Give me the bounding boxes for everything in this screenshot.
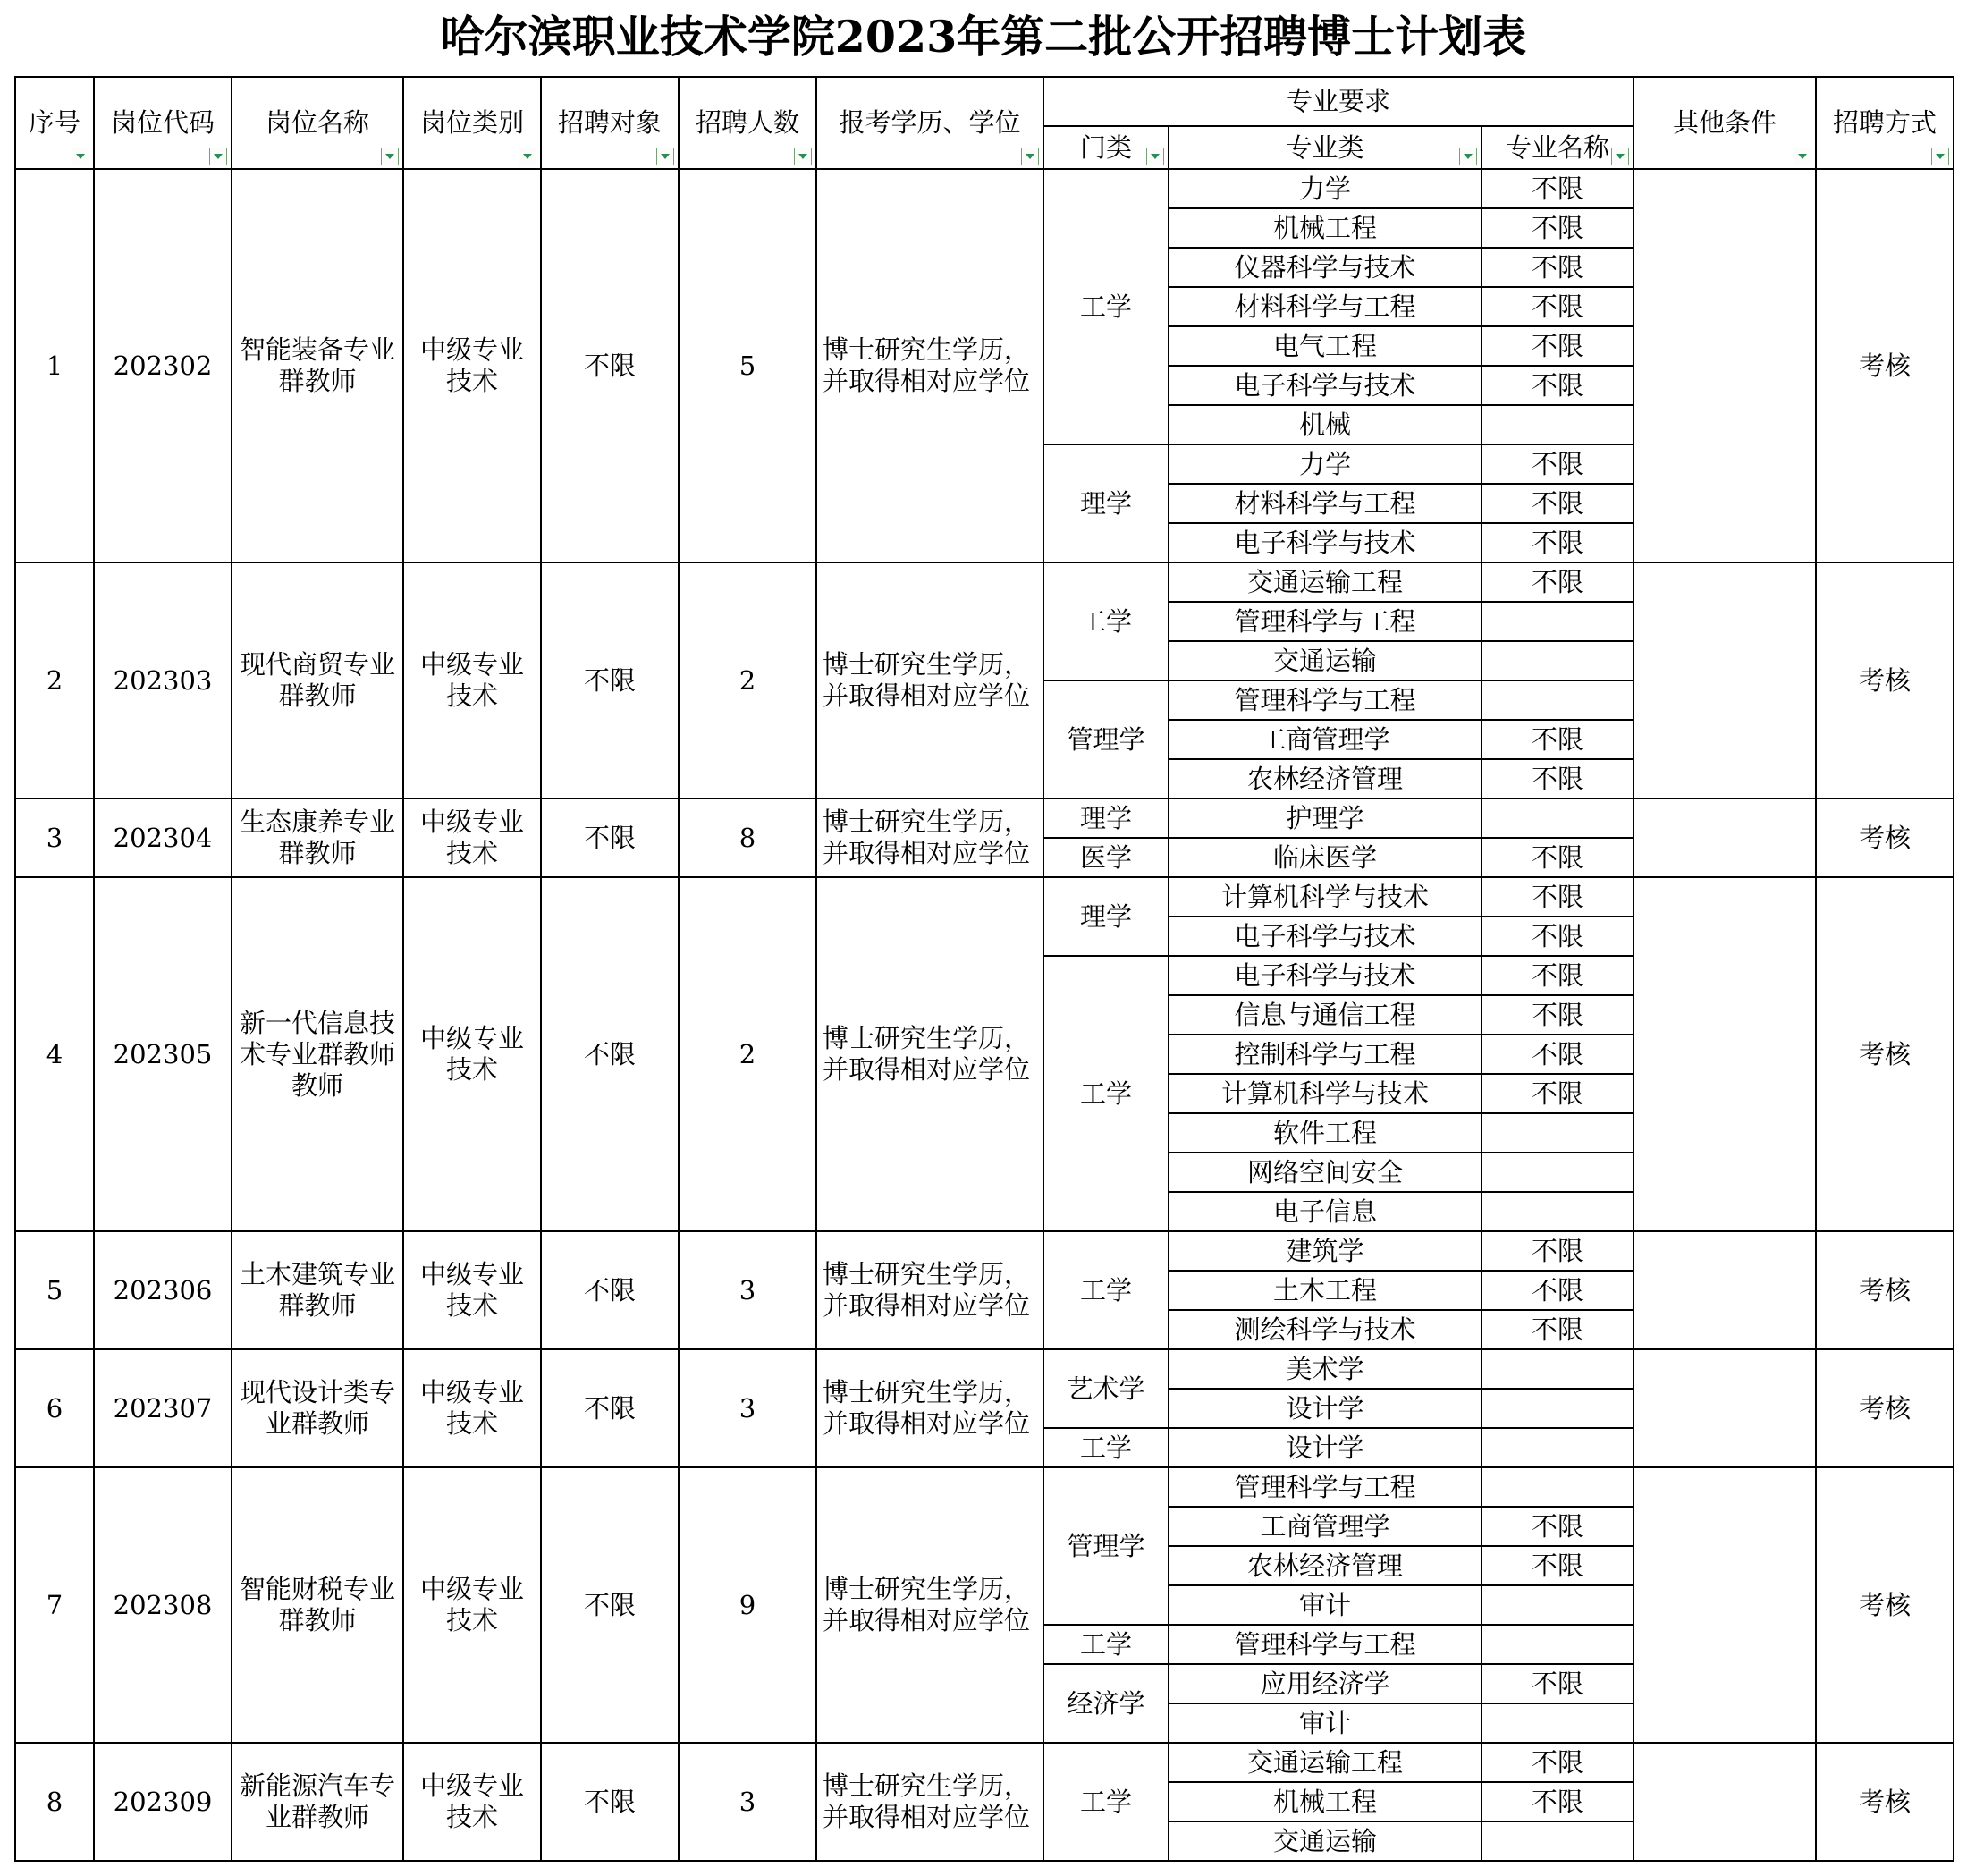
header-major-class: 专业类 — [1169, 126, 1482, 169]
cell-major-name: 不限 — [1482, 326, 1634, 366]
cell-other — [1634, 169, 1816, 562]
cell-major-name — [1482, 1349, 1634, 1389]
cell-education — [816, 877, 1043, 1231]
cell-count: 3 — [679, 1743, 816, 1861]
cell-major-class: 仪器科学与技术 — [1169, 248, 1482, 287]
cell-major-class: 审计 — [1169, 1585, 1482, 1625]
cell-major-name: 不限 — [1482, 995, 1634, 1035]
cell-major-name: 不限 — [1482, 1782, 1634, 1821]
filter-dropdown-icon[interactable] — [381, 148, 399, 165]
cell-line: 并取得相对应学位 — [823, 1408, 1031, 1439]
cell-major-name: 不限 — [1482, 1546, 1634, 1585]
cell-major-class: 机械工程 — [1169, 208, 1482, 248]
cell-major-class: 电子科学与技术 — [1169, 523, 1482, 562]
cell-major-class: 设计学 — [1169, 1389, 1482, 1428]
cell-major-class: 计算机科学与技术 — [1169, 877, 1482, 917]
cell-category: 医学 — [1043, 838, 1169, 877]
cell-major-name — [1482, 680, 1634, 720]
cell-position-name — [232, 169, 403, 562]
cell-line: 技术 — [445, 680, 498, 711]
cell-major-class: 交通运输工程 — [1169, 1743, 1482, 1782]
cell-line: 群教师 — [278, 838, 357, 868]
cell-education — [816, 169, 1043, 562]
cell-major-name: 不限 — [1482, 523, 1634, 562]
cell-major-class: 计算机科学与技术 — [1169, 1074, 1482, 1113]
cell-line: 博士研究生学历， — [823, 1574, 1031, 1604]
header-major-name: 专业名称 — [1482, 126, 1634, 169]
cell-position-type — [403, 169, 541, 562]
cell-major-name — [1482, 1585, 1634, 1625]
cell-line: 技术 — [445, 1802, 498, 1832]
cell-other — [1634, 1231, 1816, 1349]
cell-code: 202307 — [94, 1349, 232, 1467]
cell-major-name — [1482, 1821, 1634, 1861]
cell-major-name — [1482, 1389, 1634, 1428]
cell-major-name: 不限 — [1482, 1231, 1634, 1271]
cell-major-class: 力学 — [1169, 169, 1482, 208]
cell-education — [816, 1231, 1043, 1349]
header-type: 岗位类别 — [403, 77, 541, 169]
cell-seq: 4 — [15, 877, 94, 1231]
cell-major-name — [1482, 1428, 1634, 1467]
cell-major-class: 电气工程 — [1169, 326, 1482, 366]
cell-line: 中级专业 — [419, 1377, 524, 1407]
cell-seq: 6 — [15, 1349, 94, 1467]
cell-major-name: 不限 — [1482, 169, 1634, 208]
cell-target: 不限 — [541, 1743, 679, 1861]
cell-line: 现代商贸专业 — [239, 649, 395, 680]
cell-code: 202304 — [94, 799, 232, 877]
cell-other — [1634, 799, 1816, 877]
cell-line: 博士研究生学历， — [823, 1377, 1031, 1407]
cell-category: 工学 — [1043, 562, 1169, 680]
cell-major-class: 工商管理学 — [1169, 720, 1482, 759]
cell-line: 教师 — [291, 1069, 343, 1101]
cell-major-class: 护理学 — [1169, 799, 1482, 838]
cell-target: 不限 — [541, 799, 679, 877]
cell-method: 考核 — [1816, 169, 1954, 562]
cell-seq: 5 — [15, 1231, 94, 1349]
cell-seq: 1 — [15, 169, 94, 562]
cell-line: 群教师 — [278, 1605, 357, 1635]
cell-seq: 3 — [15, 799, 94, 877]
cell-line: 中级专业 — [419, 1770, 524, 1801]
cell-major-class: 设计学 — [1169, 1428, 1482, 1467]
cell-major-class: 电子科学与技术 — [1169, 366, 1482, 405]
cell-major-class: 网络空间安全 — [1169, 1153, 1482, 1192]
cell-other — [1634, 562, 1816, 799]
cell-major-class: 材料科学与工程 — [1169, 287, 1482, 326]
cell-line: 博士研究生学历， — [823, 1259, 1031, 1289]
cell-category: 艺术学 — [1043, 1349, 1169, 1428]
cell-line: 现代设计类专 — [239, 1377, 395, 1407]
cell-position-type — [403, 1743, 541, 1861]
cell-line: 中级专业 — [419, 334, 524, 365]
cell-major-class: 农林经济管理 — [1169, 1546, 1482, 1585]
filter-dropdown-icon[interactable] — [1459, 148, 1477, 165]
cell-category: 工学 — [1043, 1428, 1169, 1467]
cell-line: 中级专业 — [419, 1259, 524, 1289]
cell-code: 202309 — [94, 1743, 232, 1861]
cell-major-class: 电子信息 — [1169, 1192, 1482, 1231]
cell-major-class: 美术学 — [1169, 1349, 1482, 1389]
cell-line: 并取得相对应学位 — [823, 1290, 1031, 1321]
cell-position-type — [403, 1231, 541, 1349]
cell-major-class: 交通运输 — [1169, 1821, 1482, 1861]
cell-line: 群教师 — [278, 366, 357, 396]
header-major-requirements: 专业要求 — [1043, 77, 1634, 126]
cell-major-class: 力学 — [1169, 444, 1482, 484]
cell-line: 并取得相对应学位 — [823, 1802, 1031, 1832]
cell-line: 业群教师 — [265, 1802, 369, 1832]
cell-target: 不限 — [541, 169, 679, 562]
table-row — [15, 1743, 1954, 1782]
cell-major-class: 管理科学与工程 — [1169, 602, 1482, 641]
cell-line: 并取得相对应学位 — [823, 1605, 1031, 1635]
cell-line: 群教师 — [278, 1290, 357, 1321]
cell-major-class: 软件工程 — [1169, 1113, 1482, 1153]
filter-dropdown-icon[interactable] — [1146, 148, 1164, 165]
cell-major-name: 不限 — [1482, 248, 1634, 287]
filter-dropdown-icon[interactable] — [656, 148, 674, 165]
cell-position-name — [232, 1467, 403, 1743]
cell-line: 中级专业 — [419, 649, 524, 680]
cell-count: 3 — [679, 1349, 816, 1467]
cell-position-name — [232, 562, 403, 799]
cell-major-name: 不限 — [1482, 208, 1634, 248]
cell-line: 群教师 — [278, 680, 357, 711]
cell-major-name: 不限 — [1482, 956, 1634, 995]
cell-method: 考核 — [1816, 1467, 1954, 1743]
cell-method: 考核 — [1816, 1349, 1954, 1467]
cell-education — [816, 1743, 1043, 1861]
cell-major-name — [1482, 1153, 1634, 1192]
cell-major-class: 电子科学与技术 — [1169, 917, 1482, 956]
cell-major-name — [1482, 1113, 1634, 1153]
cell-position-name — [232, 877, 403, 1231]
cell-major-name: 不限 — [1482, 287, 1634, 326]
cell-count: 3 — [679, 1231, 816, 1349]
cell-line: 新能源汽车专 — [239, 1770, 395, 1801]
cell-line: 智能装备专业 — [239, 334, 395, 365]
cell-major-class: 工商管理学 — [1169, 1507, 1482, 1546]
cell-major-name — [1482, 1192, 1634, 1231]
cell-major-class: 应用经济学 — [1169, 1664, 1482, 1703]
cell-education — [816, 562, 1043, 799]
filter-dropdown-icon[interactable] — [1021, 148, 1039, 165]
cell-major-class: 交通运输 — [1169, 641, 1482, 680]
filter-dropdown-icon[interactable] — [519, 148, 536, 165]
cell-target: 不限 — [541, 1467, 679, 1743]
cell-line: 业群教师 — [265, 1408, 369, 1439]
cell-line: 博士研究生学历， — [823, 1770, 1031, 1801]
cell-line: 生态康养专业 — [239, 807, 395, 837]
page-title: 哈尔滨职业技术学院2023年第二批公开招聘博士计划表 — [440, 11, 1527, 63]
cell-code: 202305 — [94, 877, 232, 1231]
cell-major-class: 电子科学与技术 — [1169, 956, 1482, 995]
cell-method: 考核 — [1816, 562, 1954, 799]
cell-other — [1634, 1743, 1816, 1861]
cell-other — [1634, 1349, 1816, 1467]
cell-line: 技术 — [445, 838, 498, 868]
cell-major-name: 不限 — [1482, 1507, 1634, 1546]
filter-dropdown-icon[interactable] — [1611, 148, 1629, 165]
cell-major-name: 不限 — [1482, 877, 1634, 917]
cell-target: 不限 — [541, 877, 679, 1231]
cell-line: 并取得相对应学位 — [823, 838, 1031, 868]
cell-category: 理学 — [1043, 799, 1169, 838]
cell-position-name — [232, 1231, 403, 1349]
cell-category: 工学 — [1043, 1743, 1169, 1861]
cell-line: 新一代信息技 — [239, 1007, 395, 1038]
filter-dropdown-icon[interactable] — [1794, 148, 1811, 165]
header-count: 招聘人数 — [679, 77, 816, 169]
cell-position-name — [232, 799, 403, 877]
cell-education — [816, 1467, 1043, 1743]
table-row — [15, 169, 1954, 208]
cell-method: 考核 — [1816, 799, 1954, 877]
cell-major-name: 不限 — [1482, 484, 1634, 523]
cell-major-name — [1482, 405, 1634, 444]
cell-major-name: 不限 — [1482, 1310, 1634, 1349]
cell-line: 技术 — [445, 1054, 498, 1085]
header-seq: 序号 — [15, 77, 94, 169]
filter-dropdown-icon[interactable] — [794, 148, 812, 165]
cell-position-name — [232, 1349, 403, 1467]
cell-seq: 8 — [15, 1743, 94, 1861]
header-education: 报考学历、学位 — [816, 77, 1043, 169]
cell-major-name: 不限 — [1482, 1035, 1634, 1074]
recruitment-table — [14, 76, 1954, 1862]
cell-major-class: 管理科学与工程 — [1169, 1625, 1482, 1664]
cell-major-class: 控制科学与工程 — [1169, 1035, 1482, 1074]
table-row — [15, 1231, 1954, 1271]
header-other: 其他条件 — [1634, 77, 1816, 169]
cell-line: 中级专业 — [419, 1023, 524, 1053]
cell-method: 考核 — [1816, 1231, 1954, 1349]
table-row — [15, 799, 1954, 838]
cell-other — [1634, 1467, 1816, 1743]
cell-method: 考核 — [1816, 877, 1954, 1231]
cell-major-name: 不限 — [1482, 1074, 1634, 1113]
cell-position-name — [232, 1743, 403, 1861]
cell-major-name: 不限 — [1482, 1664, 1634, 1703]
cell-line: 智能财税专业 — [239, 1574, 395, 1604]
cell-code: 202308 — [94, 1467, 232, 1743]
cell-major-class: 农林经济管理 — [1169, 759, 1482, 799]
cell-category: 管理学 — [1043, 680, 1169, 799]
cell-line: 技术 — [445, 1408, 498, 1439]
cell-major-class: 建筑学 — [1169, 1231, 1482, 1271]
cell-line: 中级专业 — [419, 1574, 524, 1604]
cell-line: 并取得相对应学位 — [823, 366, 1031, 396]
cell-category: 工学 — [1043, 956, 1169, 1231]
table-row — [15, 877, 1954, 917]
cell-major-name: 不限 — [1482, 759, 1634, 799]
cell-category: 理学 — [1043, 877, 1169, 956]
cell-major-class: 信息与通信工程 — [1169, 995, 1482, 1035]
cell-line: 技术 — [445, 1605, 498, 1635]
cell-count: 5 — [679, 169, 816, 562]
cell-major-name: 不限 — [1482, 1743, 1634, 1782]
cell-major-name — [1482, 641, 1634, 680]
cell-category: 经济学 — [1043, 1664, 1169, 1743]
header-target: 招聘对象 — [541, 77, 679, 169]
cell-count: 2 — [679, 562, 816, 799]
cell-major-name — [1482, 1625, 1634, 1664]
header-method: 招聘方式 — [1816, 77, 1954, 169]
cell-target: 不限 — [541, 1349, 679, 1467]
cell-method: 考核 — [1816, 1743, 1954, 1861]
cell-major-class: 审计 — [1169, 1703, 1482, 1743]
cell-line: 博士研究生学历， — [823, 334, 1031, 365]
header-name: 岗位名称 — [232, 77, 403, 169]
cell-major-class: 管理科学与工程 — [1169, 1467, 1482, 1507]
cell-major-name — [1482, 602, 1634, 641]
cell-major-name: 不限 — [1482, 917, 1634, 956]
cell-line: 博士研究生学历， — [823, 649, 1031, 680]
cell-line: 并取得相对应学位 — [823, 1054, 1031, 1085]
cell-line: 博士研究生学历， — [823, 1023, 1031, 1053]
cell-count: 9 — [679, 1467, 816, 1743]
cell-major-name: 不限 — [1482, 562, 1634, 602]
filter-dropdown-icon[interactable] — [72, 148, 89, 165]
cell-education — [816, 799, 1043, 877]
cell-position-type — [403, 562, 541, 799]
cell-code: 202306 — [94, 1231, 232, 1349]
cell-count: 2 — [679, 877, 816, 1231]
cell-major-name — [1482, 799, 1634, 838]
filter-dropdown-icon[interactable] — [209, 148, 227, 165]
cell-seq: 7 — [15, 1467, 94, 1743]
cell-major-class: 交通运输工程 — [1169, 562, 1482, 602]
cell-major-class: 机械工程 — [1169, 1782, 1482, 1821]
filter-dropdown-icon[interactable] — [1931, 148, 1949, 165]
header-category: 门类 — [1043, 126, 1169, 169]
cell-major-name — [1482, 1703, 1634, 1743]
cell-seq: 2 — [15, 562, 94, 799]
cell-major-name — [1482, 1467, 1634, 1507]
table-row — [15, 562, 1954, 602]
cell-education — [816, 1349, 1043, 1467]
cell-major-class: 测绘科学与技术 — [1169, 1310, 1482, 1349]
header-code: 岗位代码 — [94, 77, 232, 169]
cell-line: 技术 — [445, 366, 498, 396]
cell-position-type — [403, 877, 541, 1231]
cell-major-class: 土木工程 — [1169, 1271, 1482, 1310]
cell-code: 202303 — [94, 562, 232, 799]
cell-major-name: 不限 — [1482, 720, 1634, 759]
cell-other — [1634, 877, 1816, 1231]
cell-line: 技术 — [445, 1290, 498, 1321]
cell-category: 工学 — [1043, 1625, 1169, 1664]
cell-major-name: 不限 — [1482, 838, 1634, 877]
cell-category: 理学 — [1043, 444, 1169, 562]
cell-major-class: 机械 — [1169, 405, 1482, 444]
cell-major-class: 管理科学与工程 — [1169, 680, 1482, 720]
cell-count: 8 — [679, 799, 816, 877]
table-row — [15, 1467, 1954, 1507]
cell-line: 术专业群教师 — [239, 1038, 395, 1069]
table-row — [15, 1349, 1954, 1389]
cell-major-class: 临床医学 — [1169, 838, 1482, 877]
cell-major-class: 材料科学与工程 — [1169, 484, 1482, 523]
cell-position-type — [403, 1467, 541, 1743]
cell-major-name: 不限 — [1482, 366, 1634, 405]
cell-major-name: 不限 — [1482, 1271, 1634, 1310]
cell-target: 不限 — [541, 1231, 679, 1349]
cell-line: 并取得相对应学位 — [823, 680, 1031, 711]
cell-category: 工学 — [1043, 169, 1169, 444]
cell-category: 工学 — [1043, 1231, 1169, 1349]
cell-line: 博士研究生学历， — [823, 807, 1031, 837]
cell-position-type — [403, 799, 541, 877]
cell-category: 管理学 — [1043, 1467, 1169, 1625]
cell-target: 不限 — [541, 562, 679, 799]
cell-line: 中级专业 — [419, 807, 524, 837]
cell-line: 土木建筑专业 — [239, 1259, 395, 1289]
cell-position-type — [403, 1349, 541, 1467]
cell-code: 202302 — [94, 169, 232, 562]
cell-major-name: 不限 — [1482, 444, 1634, 484]
